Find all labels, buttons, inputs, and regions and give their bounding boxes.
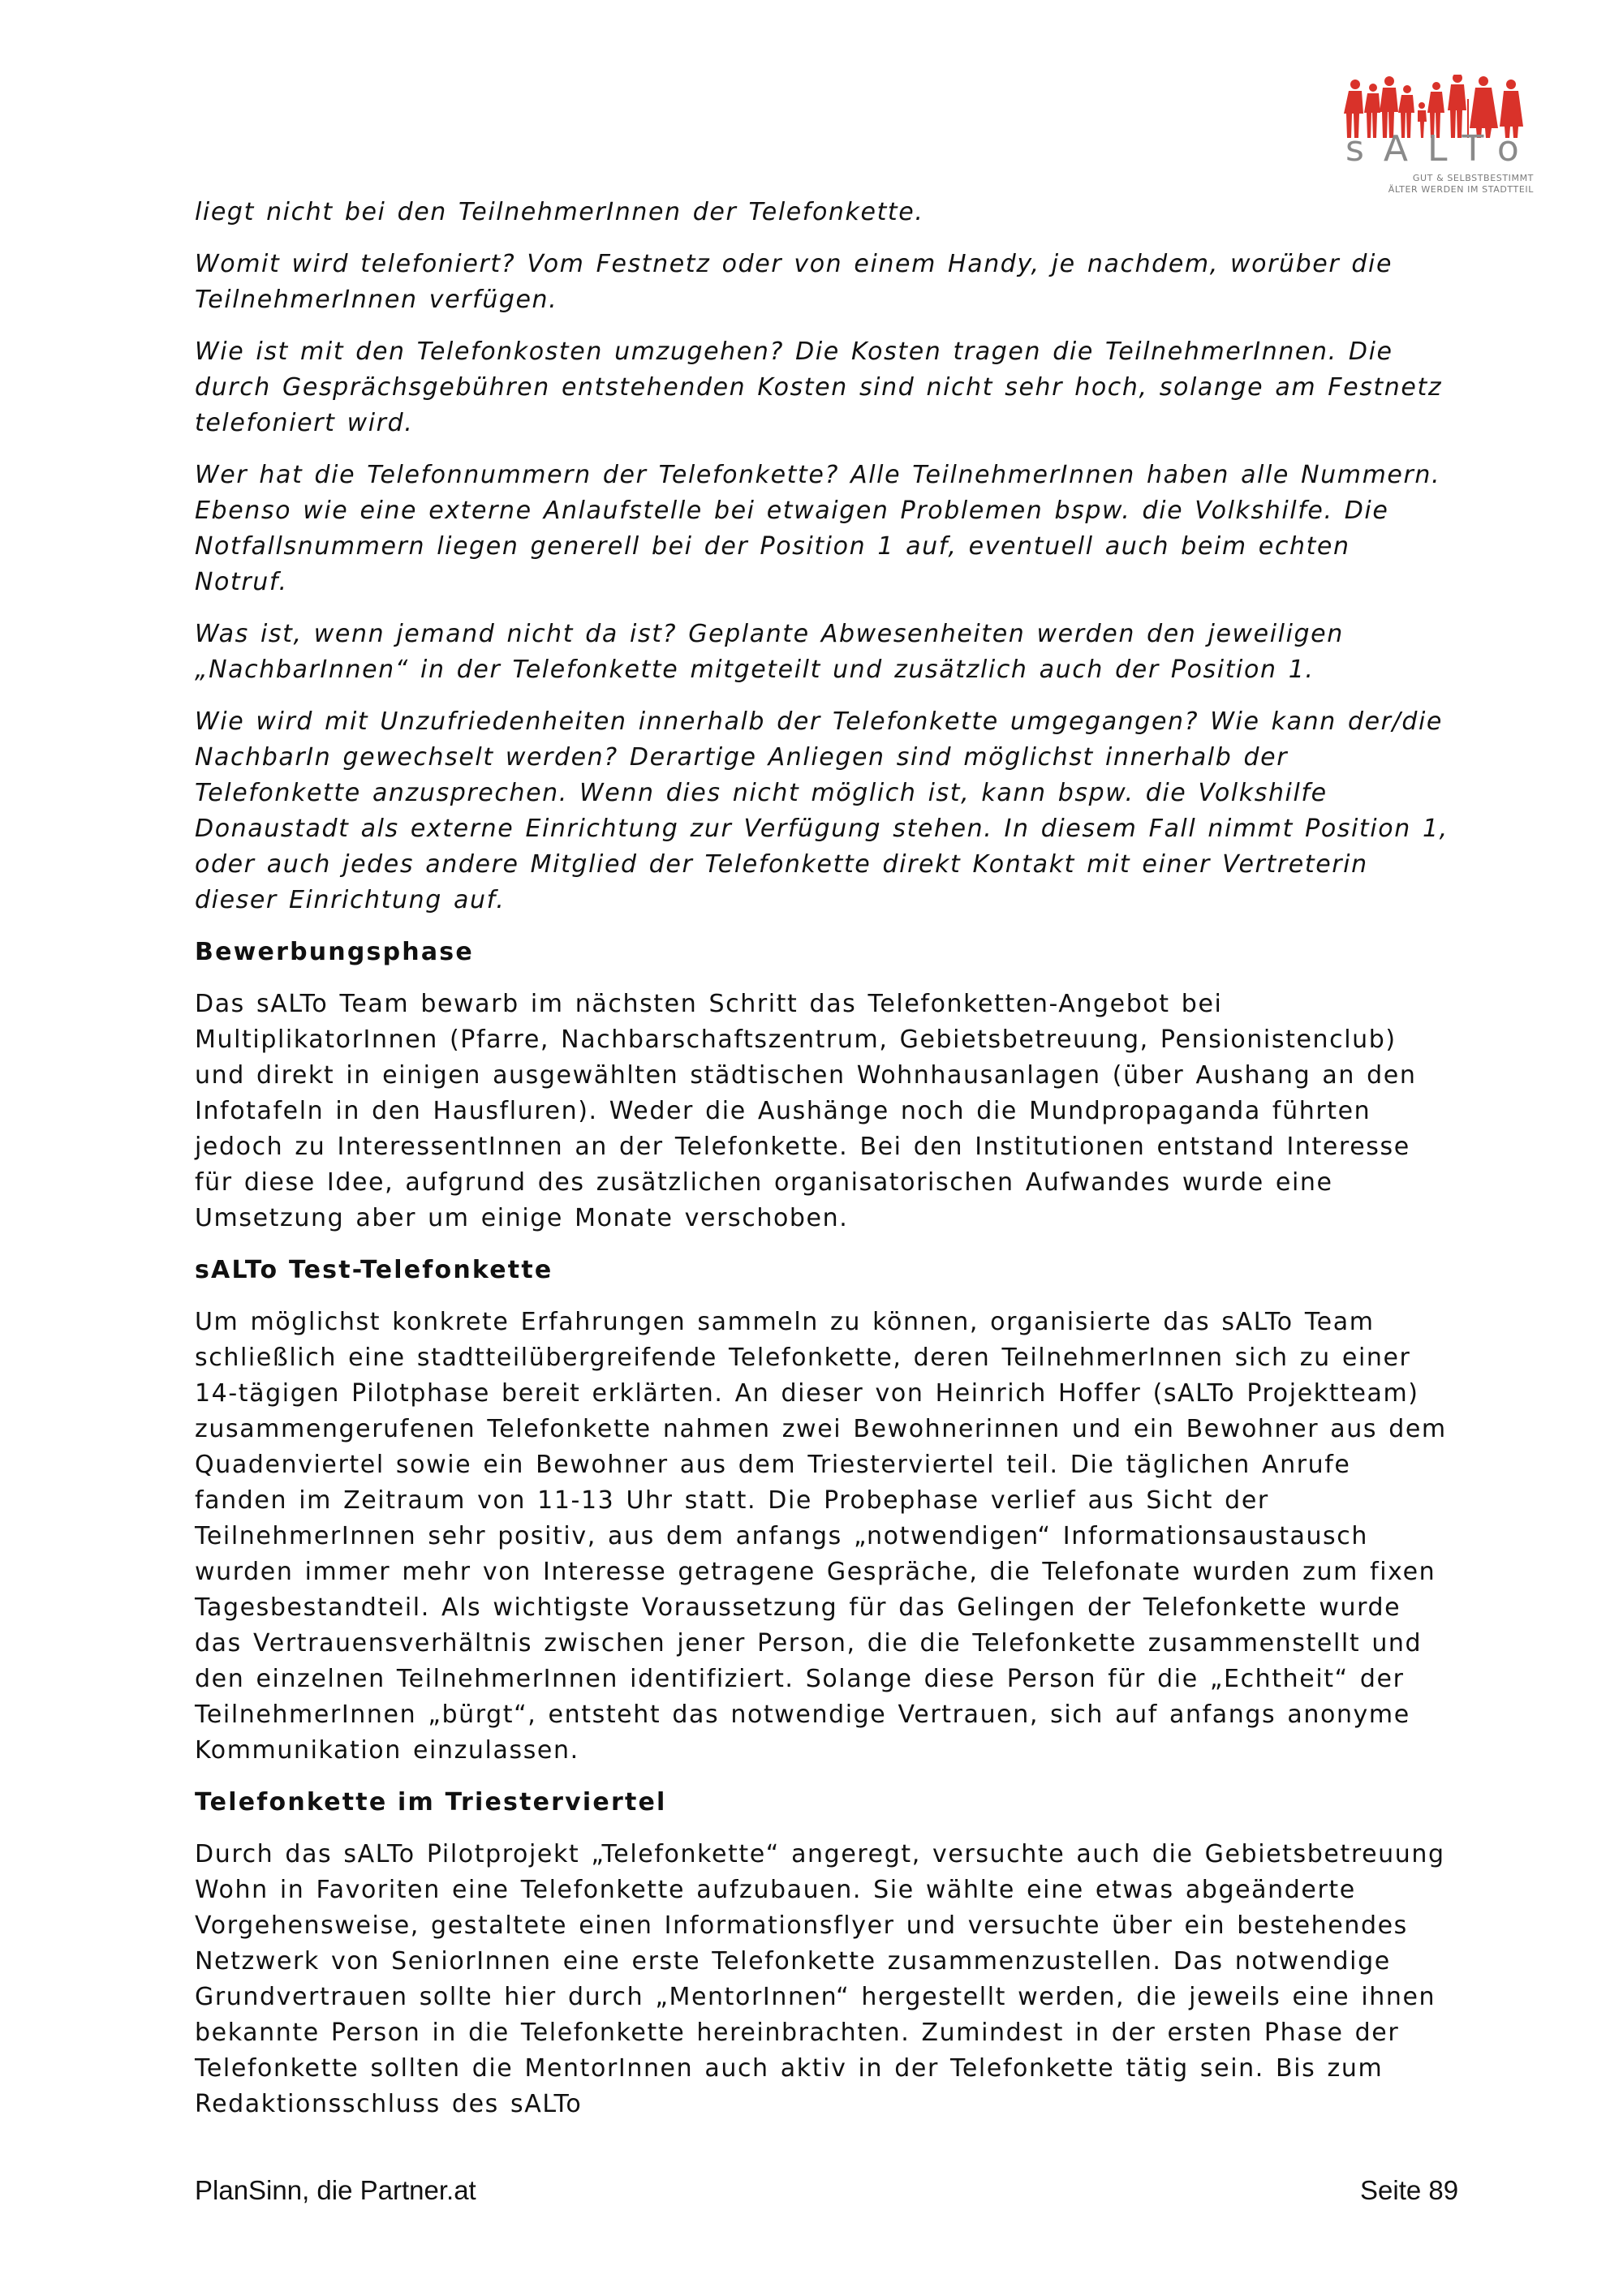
body-text: [195, 195, 1449, 2139]
heading-triesterviertel: Telefonkette im Triesterviertel: [195, 1788, 667, 1817]
paragraph-triesterviertel: Durch das sALTo Pilotprojekt „Telefonkette“ angeregt, versuchte auch die Gebietsbetreuung Wohn in Favoriten eine Telefonkette aufzubauen. Sie wählte eine etwas abgeänderte Vorgehensweise, gestaltete einen Informationsflyer und versuchte über ein bestehendes Netzwerk von SeniorInnen eine erste Telefonkette zusammenzustellen. Das notwendige Grundvertrauen sollte hier durch „MentorInnen“ hergestellt werden, die jeweils eine ihnen bekannte Person in die Telefonkette hereinbrachten. Zumindest in der ersten Phase der Telefonkette sollten die MentorInnen auch aktiv in der Telefonkette tätig sein. Bis zum Redaktionsschluss des sALTo: [195, 1840, 1445, 2118]
paragraph-phone-numbers: Wer hat die Telefonnummern der Telefonkette? Alle TeilnehmerInnen haben alle Nummern. Ebenso wie eine externe Anlaufstelle bei etwaigen Problemen bspw. die Volkshilfe. Die Notfallsnummern liegen generell bei der Position 1 auf, eventuell auch beim echten Notruf.: [195, 461, 1441, 596]
heading-test-chain: sALTo Test-Telefonkette: [195, 1256, 553, 1284]
paragraph-phones: Womit wird telefoniert? Vom Festnetz oder von einem Handy, je nachdem, worüber die TeilnehmerInnen verfügen.: [195, 250, 1393, 314]
paragraph-costs: Wie ist mit den Telefonkosten umzugehen? Die Kosten tragen die TeilnehmerInnen. Die durch Gesprächsgebühren entstehenden Kosten sind nicht sehr hoch, solange am Festnetz telefoniert wird.: [195, 338, 1443, 437]
heading-application-phase: Bewerbungsphase: [195, 938, 474, 966]
paragraph-application-phase: Das sALTo Team bewarb im nächsten Schritt das Telefonketten-Angebot bei MultiplikatorInnen (Pfarre, Nachbarschaftszentrum, Gebietsbetreuung, Pensionistenclub) und direkt in einigen ausgewählten städtischen Wohnhausanlagen (über Aushang an den Infotafeln in den Hausfluren). Weder die Aushänge noch die Mundpropaganda führten jedoch zu InteressentInnen an der Telefonkette. Bei den Institutionen entstand Interesse für diese Idee, aufgrund des zusätzlichen organisatorischen Aufwandes wurde eine Umsetzung aber um einige Monate verschoben.: [195, 990, 1417, 1232]
logo-tagline-2: ÄLTER WERDEN IM STADTTEIL: [1388, 184, 1534, 195]
paragraph-test-chain: Um möglichst konkrete Erfahrungen sammeln zu können, organisierte das sALTo Team schließlich eine stadtteilübergreifende Telefonkette, deren TeilnehmerInnen sich zu einer 14-tägigen Pilotphase bereit erklärten. An dieser von Heinrich Hoffer (sALTo Projektteam) zusammengerufenen Telefonkette nahmen zwei Bewohnerinnen und ein Bewohner aus dem Quadenviertel sowie ein Bewohner aus dem Triesterviertel teil. Die täglichen Anrufe fanden im Zeitraum von 11-13 Uhr statt. Die Probephase verlief aus Sicht der TeilnehmerInnen sehr positiv, aus dem anfangs „notwendigen“ Informationsaustausch wurden immer mehr von Interesse getragene Gespräche, die Telefonate wurden zum fixen Tagesbestandteil. Als wichtigste Voraussetzung für das Gelingen der Telefonkette wurde das Vertrauensverhältnis zwischen jener Person, die die Telefonkette zusammenstellt und den einzelnen TeilnehmerInnen identifiziert. Solange diese Person für die „Echtheit“ der TeilnehmerInnen „bürgt“, entsteht das notwendige Vertrauen, sich auf anfangs anonyme Kommunikation einzulassen.: [195, 1308, 1447, 1765]
footer-page-number: Seite 89: [1360, 2175, 1459, 2205]
paragraph-dissatisfaction: Wie wird mit Unzufriedenheiten innerhalb der Telefonkette umgegangen? Wie kann der/die NachbarIn gewechselt werden? Derartige Anliegen sind möglichst innerhalb der Telefonkette anzusprechen. Wenn dies nicht möglich ist, kann bspw. die Volkshilfe Donaustadt als externe Einrichtung zur Verfügung stehen. In diesem Fall nimmt Position 1, oder auch jedes andere Mitglied der Telefonkette direkt Kontakt mit einer Vertreterin dieser Einrichtung auf.: [195, 707, 1449, 914]
logo-wordmark: sALTo: [1345, 128, 1539, 170]
logo-tagline-1: GUT & SELBSTBESTIMMT: [1412, 173, 1534, 183]
paragraph-absences: Was ist, wenn jemand nicht da ist? Geplante Abwesenheiten werden den jeweiligen „NachbarInnen“ in der Telefonkette mitgeteilt und zusätzlich auch der Position 1.: [195, 620, 1344, 684]
salto-logo: [1339, 75, 1542, 204]
footer-publisher: PlanSinn, die Partner.at: [195, 2175, 476, 2205]
paragraph-responsibility: liegt nicht bei den TeilnehmerInnen der Telefonkette.: [195, 198, 924, 226]
